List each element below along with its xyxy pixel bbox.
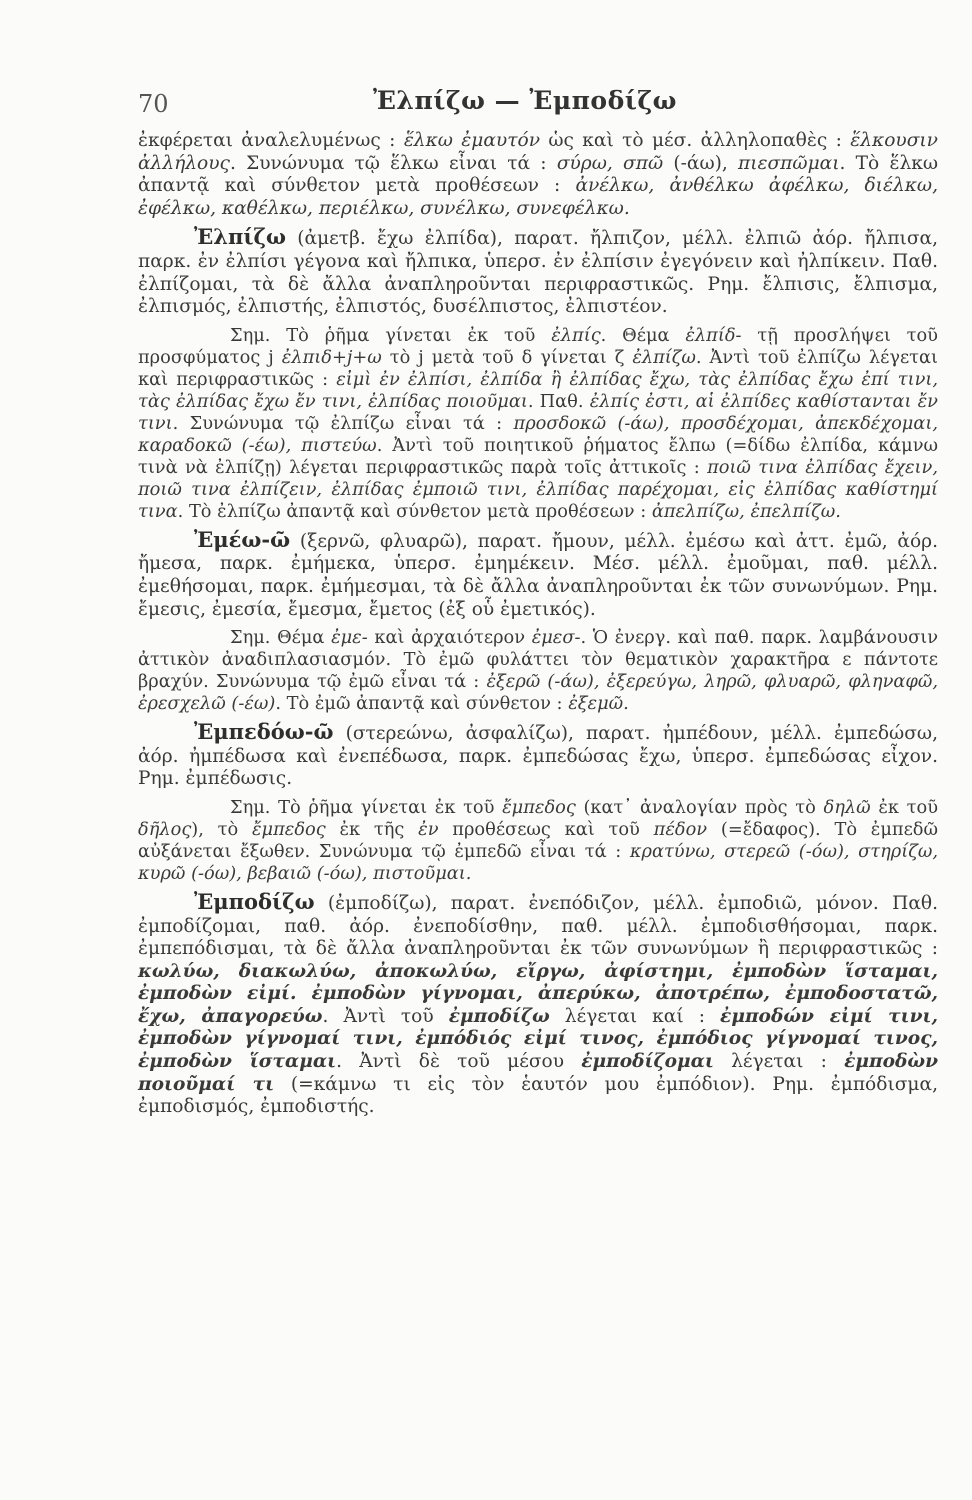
italic-run: ἐλπίς ἐστι, αἱ ἐλπίδες καθίστανται ἔν τινι — [138, 390, 938, 434]
italic-run: ἐλπιδ+j+ω — [281, 346, 382, 368]
note-emeo — [138, 627, 938, 715]
text-run: . Τὸ ἐμῶ ἀπαντᾷ καὶ σύνθετον : — [275, 693, 569, 715]
entry-text: (ξερνῶ, φλυαρῶ), παρατ. ἤμουν, μέλλ. ἐμέσω καὶ ἀττ. ἐμῶ, ἀόρ. ἤμεσα, παρκ. ἐμήμεκα, ὑπερσ. ἐμημέκειν. Μέσ. μέλλ. ἐμοῦμαι, παθ. μέλλ. ἐμεθήσομαι, παρκ. ἐμήμεσμαι, τὰ δὲ ἄλλα ἀναπληροῦνται ἐκ τῶν συνωνύμων. Ρημ. ἔμεσις, ἐμεσία, ἔμεσμα, ἔμετος (ἐξ οὗ ἐμετικός). — [138, 530, 938, 620]
note-elpizo — [138, 325, 938, 523]
text-run: ὡς καὶ τὸ μέσ. ἀλληλοπαθὲς : — [540, 130, 851, 151]
text-run: ), τὸ — [191, 818, 252, 840]
text-run: Σημ. Θέμα — [230, 627, 332, 649]
entry-empedoo — [138, 721, 938, 791]
entry-elpizo — [138, 226, 938, 318]
text-run: (ἐμποδίζω), παρατ. ἐνεπόδιζον, μέλλ. ἐμποδιῶ, μόνον. Παθ. ἐμποδίζομαι, παθ. ἀόρ. ἐνεποδίσθην, παθ. μέλλ. ἐμποδισθήσομαι, παρκ. ἐμπεπόδισμαι, τὰ δὲ ἄλλα ἀναπληροῦνται ἐκ τῶν συνωνύμων ἢ περιφραστικῶς : — [138, 892, 938, 960]
text-run: . Τὸ ἕλκω ἀπαντᾷ καὶ σύνθετον μετὰ προθέσεων : — [138, 152, 939, 197]
text-run: (κατ᾿ ἀναλογίαν πρὸς τὸ — [575, 796, 824, 818]
bold-run: ἐμποδών εἰμί τινι, ἐμποδὼν γίγνομαί τινι, ἐμπόδιός εἰμί τινος, ἐμπόδιος γίγνομαί τινος, ἐμποδὼν ἵσταμαι — [138, 1005, 938, 1073]
text-run: προθέσεως καὶ τοῦ — [438, 818, 654, 840]
italic-run: ἕλκουσιν ἀλλήλους — [138, 130, 938, 174]
entry-emeo — [138, 526, 938, 621]
text-run: τὸ j μετὰ τοῦ δ γίνεται ζ — [381, 346, 633, 368]
italic-run: ἕλκω ἐμαυτόν — [403, 130, 540, 151]
text-run: ἐκ τῆς — [325, 818, 419, 840]
entry-text: (ἀμετβ. ἔχω ἐλπίδα), παρατ. ἤλπιζον, μέλλ. ἐλπιῶ ἀόρ. ἤλπισα, παρκ. ἐν ἐλπίσι γέγονα καὶ ἤλπικα, ὑπερσ. ἐν ἐλπίσιν ἐγεγόνειν καὶ ἠλπίκειν. Παθ. ἐλπίζομαι, τὰ δὲ ἄλλα ἀναπληροῦνται περιφραστικῶς. Ρημ. ἔλπισις, ἔλπισμα, ἐλπισμός, ἐλπιστής, ἐλπιστός, δυσέλπιστος, ἐλπιστέον. — [138, 228, 938, 318]
text-run: . Ἀντὶ τοῦ ποιητικοῦ ῥήματος ἔλπω (=δίδω ἐλπίδα, κάμνω τινὰ νὰ ἐλπίζῃ) λέγεται περιφραστικῶς παρὰ τοῖς ἀττικοῖς : — [138, 434, 939, 478]
text-run: (-άω), — [663, 152, 738, 174]
running-head: Ἐλπίζω — Ἐμποδίζω — [373, 86, 677, 115]
italic-run: ἐμε- — [331, 627, 368, 649]
italic-run: ἐν — [418, 818, 439, 840]
page-number: 70 — [138, 90, 169, 118]
italic-run: ἀνέλκω, ἀνθέλκω ἀφέλκω, διέλκω, ἐφέλκω, καθέλκω, περιέλκω, συνέλκω, συνεφέλκω. — [138, 175, 939, 219]
text-run: (=ἔδαφος). Τὸ ἐμπεδῶ αὐξάνεται ἔξωθεν. Συνώνυμα τῷ ἐμπεδῶ εἶναι τά : — [138, 818, 939, 862]
lemma-emeo: Ἐμέω-ῶ — [194, 526, 291, 552]
italic-run: πιεσπῶμαι — [738, 152, 840, 174]
italic-run: δῆλος — [138, 818, 192, 840]
italic-run: ἔμπεδος — [252, 818, 326, 840]
text-run: ἐκ τοῦ — [870, 796, 938, 818]
bold-run: ἐμποδίζομαι — [581, 1051, 714, 1073]
text-run: . Ἀντὶ δὲ τοῦ μέσου — [336, 1051, 582, 1073]
dictionary-text — [138, 130, 938, 1125]
italic-run: σύρω, σπῶ — [556, 152, 664, 174]
text-run: . Παθ. — [527, 390, 590, 412]
text-run: λέγεται : — [713, 1051, 845, 1073]
italic-run: πέδον — [653, 818, 708, 840]
text-run: καὶ ἀρχαιότερον — [367, 627, 532, 649]
italic-run: δηλῶ — [823, 796, 871, 818]
bold-run: ἐμποδίζω — [448, 1005, 550, 1027]
text-run: (=κάμνω τι εἰς τὸν ἑαυτόν μου ἐμπόδιον). Ρημ. ἐμπόδισμα, ἐμποδισμός, ἐμποδιστής. — [138, 1073, 938, 1118]
entry-empodizo — [138, 888, 938, 1119]
italic-run: ἐλπίδ- — [685, 324, 742, 346]
italic-run: ἐξερῶ (-άω), ἐξερεύγω, ληρῶ, φλυαρῶ, φληναφῶ, ἐρεσχελῶ (-έω) — [138, 671, 938, 715]
bold-run: ἐμποδὼν ποιοῦμαί τι — [138, 1051, 938, 1095]
italic-run: ἐμεσ- — [531, 627, 581, 649]
lemma-elpizo: Ἐλπίζω — [194, 224, 286, 250]
italic-run: προσδοκῶ (-άω), προσδέχομαι, ἀπεκδέχομαι, καραδοκῶ (-έω), πιστεύω — [138, 412, 938, 456]
note-empedoo — [138, 797, 938, 885]
page-header — [138, 86, 912, 120]
italic-run: ἐλπίς — [551, 324, 601, 346]
bold-run: κωλύω, διακωλύω, ἀποκωλύω, εἴργω, ἀφίστημι, ἐμποδὼν ἵσταμαι, ἐμποδὼν εἰμί. ἐμποδὼν γίγνομαι, ἀπερύκω, ἀποτρέπω, ἐμποδοστατῶ, ἔχω, ἀπαγορεύω — [138, 960, 938, 1027]
entry-text: (στερεώνω, ἀσφαλίζω), παρατ. ἠμπέδουν, μέλλ. ἐμπεδώσω, ἀόρ. ἠμπέδωσα καὶ ἐνεπέδωσα, παρκ. ἐμπεδώσας ἔχω, ὑπερσ. ἐμπεδώσας εἶχον. Ρημ. ἐμπέδωσις. — [138, 723, 938, 790]
text-run: . Ὁ ἐνεργ. καὶ παθ. παρκ. λαμβάνουσιν ἀττικὸν ἀναδιπλασιασμόν. Τὸ ἐμῶ φυλάττει τὸν θεματικὸν χαρακτῆρα ε πάντοτε βραχύν. Συνώνυμα τῷ ἐμῶ εἶναι τά : — [138, 627, 939, 693]
italic-run: ἔμπεδος — [502, 796, 576, 818]
lemma-empodizo: Ἐμποδίζω — [194, 888, 315, 914]
lemma-empedoo: Ἐμπεδόω-ῶ — [194, 719, 334, 745]
text-run: λέγεται καί : — [549, 1005, 721, 1027]
continuation-paragraph — [138, 130, 938, 220]
text-run: . Συνώνυμα τῷ ἕλκω εἶναι τά : — [229, 152, 557, 174]
italic-run: εἰμὶ ἐν ἐλπίσι, ἐλπίδα ἢ ἐλπίδας ἔχω, τὰς ἐλπίδας ἔχω ἐπί τινι, τὰς ἐλπίδας ἔχω ἔν τινι, ἐλπίδας ποιοῦμαι — [138, 368, 938, 412]
text-run: . Ἀντὶ τοῦ ἐλπίζω λέγεται καὶ περιφραστικῶς : — [138, 346, 938, 390]
text-run: Σημ. Τὸ ῥῆμα γίνεται ἐκ τοῦ — [230, 796, 503, 818]
italic-run: κρατύνω, στερεῶ (-όω), στηρίζω, κυρῶ (-όω), βεβαιῶ (-όω), πιστοῦμαι. — [138, 840, 938, 884]
text-run: . Ἀντὶ τοῦ — [322, 1005, 449, 1027]
italic-run: ποιῶ τινα ἐλπίδας ἔχειν, ποιῶ τινα ἐλπίζειν, ἐλπίδας ἐμποιῶ τινι, ἐλπίδας παρέχομαι, εἰς ἐλπίδας καθίστημί τινα — [138, 456, 938, 522]
text-run: . Τὸ ἐλπίζω ἀπαντᾷ καὶ σύνθετον μετὰ προθέσεων : — [177, 500, 652, 522]
text-run: ἐκφέρεται ἀναλελυμένως : — [138, 130, 404, 151]
italic-run: ἀπελπίζω, ἐπελπίζω. — [651, 500, 841, 522]
text-run: Σημ. Τὸ ῥῆμα γίνεται ἐκ τοῦ — [230, 324, 552, 346]
text-run: τῇ προσλήψει τοῦ προσφύματος j — [138, 324, 938, 368]
text-run: . Συνώνυμα τῷ ἐλπίζω εἶναι τά : — [172, 412, 514, 434]
italic-run: ἐλπίζω — [632, 346, 696, 368]
text-run: . Θέμα — [600, 324, 686, 346]
italic-run: ἐξεμῶ. — [568, 693, 629, 715]
